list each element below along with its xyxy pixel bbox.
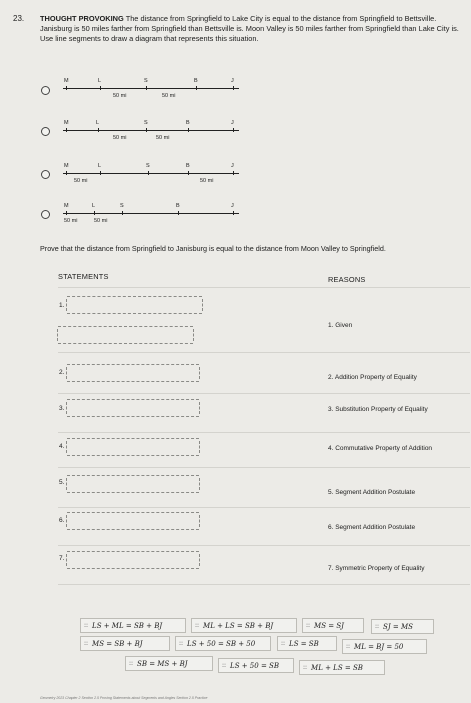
choice-tile[interactable] bbox=[125, 656, 213, 671]
tick bbox=[146, 86, 147, 90]
point-label: M bbox=[64, 163, 69, 169]
point-label: B bbox=[186, 120, 190, 126]
statement-number: 1. bbox=[59, 302, 65, 309]
option-2-diagram bbox=[58, 116, 248, 150]
reasons-header: REASONS bbox=[328, 275, 366, 284]
distance-label: 50 mi bbox=[74, 178, 88, 184]
distance-label: 50 mi bbox=[200, 178, 214, 184]
question-number: 23. bbox=[13, 14, 25, 23]
choice-tile[interactable] bbox=[342, 639, 427, 654]
point-label: L bbox=[92, 203, 96, 209]
tick bbox=[188, 128, 189, 132]
option-3-radio[interactable] bbox=[41, 170, 50, 179]
statement-number: 3. bbox=[59, 405, 65, 412]
drag-handle-icon: :: bbox=[179, 640, 184, 647]
segment-line bbox=[63, 88, 239, 89]
segment-line bbox=[63, 173, 239, 174]
point-label: S bbox=[120, 203, 124, 209]
statement-dropzone[interactable] bbox=[67, 512, 199, 530]
distance-label: 50 mi bbox=[156, 135, 170, 141]
point-label: L bbox=[96, 120, 100, 126]
point-label: L bbox=[98, 163, 102, 169]
choice-tile[interactable] bbox=[302, 618, 364, 633]
choice-label: LS + 50 = SB bbox=[230, 661, 279, 670]
option-1-radio[interactable] bbox=[41, 86, 50, 95]
choice-label: ML + LS = SB bbox=[311, 663, 363, 672]
statement-number: 4. bbox=[59, 443, 65, 450]
statement-dropzone[interactable] bbox=[67, 475, 199, 493]
tick bbox=[100, 171, 101, 175]
choice-tile[interactable] bbox=[299, 660, 385, 675]
question-body: The distance from Springfield to Lake City is equal to the distance from Springfield to Bettsville. Janisburg is 50 miles farther from Springfield than Bettsville is. Moon Valley is 50 miles farther from Springfield than Lake City is. Use line segments to draw a diagram that represents this situation. bbox=[40, 14, 459, 43]
tick bbox=[66, 211, 67, 215]
drag-handle-icon: :: bbox=[195, 622, 200, 629]
distance-label: 50 mi bbox=[94, 218, 108, 224]
drag-handle-icon: :: bbox=[281, 640, 286, 647]
drag-handle-icon: :: bbox=[375, 623, 380, 630]
statement-dropzone[interactable] bbox=[67, 399, 199, 417]
drag-handle-icon: :: bbox=[346, 643, 351, 650]
option-3-diagram bbox=[58, 159, 248, 193]
tick bbox=[146, 128, 147, 132]
divider bbox=[58, 467, 470, 468]
drag-handle-icon: :: bbox=[84, 640, 89, 647]
reason-text: 3. Substitution Property of Equality bbox=[328, 406, 428, 413]
drag-handle-icon: :: bbox=[303, 664, 308, 671]
statement-dropzone[interactable] bbox=[67, 364, 199, 382]
choice-tile[interactable] bbox=[371, 619, 434, 634]
drag-handle-icon: :: bbox=[306, 622, 311, 629]
choice-label: SB = MS + BJ bbox=[137, 659, 188, 668]
divider bbox=[58, 507, 470, 508]
option-4-radio[interactable] bbox=[41, 210, 50, 219]
point-label: M bbox=[64, 120, 69, 126]
divider bbox=[58, 352, 470, 353]
statement-dropzone[interactable] bbox=[67, 296, 202, 314]
tick bbox=[98, 128, 99, 132]
tick bbox=[188, 171, 189, 175]
tick bbox=[233, 171, 234, 175]
tick bbox=[233, 86, 234, 90]
divider bbox=[58, 287, 470, 288]
tick bbox=[66, 171, 67, 175]
distance-label: 50 mi bbox=[113, 135, 127, 141]
drag-handle-icon: :: bbox=[129, 660, 134, 667]
point-label: J bbox=[231, 120, 234, 126]
choice-label: LS = SB bbox=[289, 639, 319, 648]
point-label: J bbox=[231, 203, 234, 209]
tick bbox=[148, 171, 149, 175]
tick bbox=[100, 86, 101, 90]
footer-caption: Geometry 2023 Chapter 2 Section 2.5 Proving Statements about Segments and Angles Section 2.5 Practice bbox=[40, 696, 208, 700]
tick bbox=[196, 86, 197, 90]
divider bbox=[58, 432, 470, 433]
divider bbox=[58, 393, 470, 394]
tick bbox=[178, 211, 179, 215]
reason-text: 1. Given bbox=[328, 322, 353, 329]
choice-label: ML + LS = SB + BJ bbox=[203, 621, 274, 630]
question-title: THOUGHT PROVOKING bbox=[40, 14, 124, 23]
choice-tile[interactable] bbox=[80, 636, 170, 651]
distance-label: 50 mi bbox=[64, 218, 78, 224]
statement-number: 5. bbox=[59, 479, 65, 486]
point-label: S bbox=[144, 120, 148, 126]
distance-label: 50 mi bbox=[113, 93, 127, 99]
drag-handle-icon: :: bbox=[84, 622, 89, 629]
option-1-diagram bbox=[58, 74, 248, 108]
point-label: M bbox=[64, 203, 69, 209]
tick bbox=[233, 128, 234, 132]
point-label: M bbox=[64, 78, 69, 84]
choice-label: SJ = MS bbox=[383, 622, 413, 631]
statement-number: 6. bbox=[59, 517, 65, 524]
tick bbox=[122, 211, 123, 215]
divider bbox=[58, 584, 470, 585]
divider bbox=[58, 545, 470, 546]
tick bbox=[94, 211, 95, 215]
tick bbox=[66, 86, 67, 90]
statement-dropzone[interactable] bbox=[67, 551, 199, 569]
choice-tile[interactable] bbox=[80, 618, 186, 633]
choice-tile[interactable] bbox=[277, 636, 337, 651]
point-label: B bbox=[176, 203, 180, 209]
statement-number: 7. bbox=[59, 555, 65, 562]
drag-handle-icon: :: bbox=[222, 662, 227, 669]
segment-line bbox=[63, 130, 239, 131]
question-text bbox=[40, 14, 460, 44]
statements-header: STATEMENTS bbox=[58, 272, 109, 281]
distance-label: 50 mi bbox=[162, 93, 176, 99]
segment-line bbox=[63, 213, 239, 214]
point-label: S bbox=[144, 78, 148, 84]
choice-tile[interactable] bbox=[175, 636, 271, 651]
statement-dropzone[interactable] bbox=[67, 438, 199, 456]
statement-number: 2. bbox=[59, 369, 65, 376]
option-4-diagram bbox=[58, 199, 248, 233]
prove-statement: Prove that the distance from Springfield to Janisburg is equal to the distance from Moon Valley to Springfield. bbox=[40, 244, 386, 253]
choice-label: MS = SJ bbox=[314, 621, 344, 630]
choice-tile[interactable] bbox=[218, 658, 294, 673]
tick bbox=[233, 211, 234, 215]
point-label: B bbox=[186, 163, 190, 169]
point-label: B bbox=[194, 78, 198, 84]
point-label: J bbox=[231, 78, 234, 84]
choice-label: ML = BJ = 50 bbox=[354, 642, 404, 651]
tick bbox=[66, 128, 67, 132]
reason-text: 4. Commutative Property of Addition bbox=[328, 445, 433, 452]
reason-text: 6. Segment Addition Postulate bbox=[328, 524, 416, 531]
point-label: S bbox=[146, 163, 150, 169]
reason-text: 7. Symmetric Property of Equality bbox=[328, 565, 425, 572]
choice-label: LS + 50 = SB + 50 bbox=[187, 639, 256, 648]
reason-text: 5. Segment Addition Postulate bbox=[328, 489, 416, 496]
option-2-radio[interactable] bbox=[41, 127, 50, 136]
point-label: J bbox=[231, 163, 234, 169]
reason-text: 2. Addition Property of Equality bbox=[328, 374, 417, 381]
choice-label: MS = SB + BJ bbox=[92, 639, 143, 648]
choice-label: LS + ML = SB + BJ bbox=[92, 621, 163, 630]
statement-dropzone[interactable] bbox=[58, 326, 193, 344]
choice-tile[interactable] bbox=[191, 618, 297, 633]
point-label: L bbox=[98, 78, 102, 84]
